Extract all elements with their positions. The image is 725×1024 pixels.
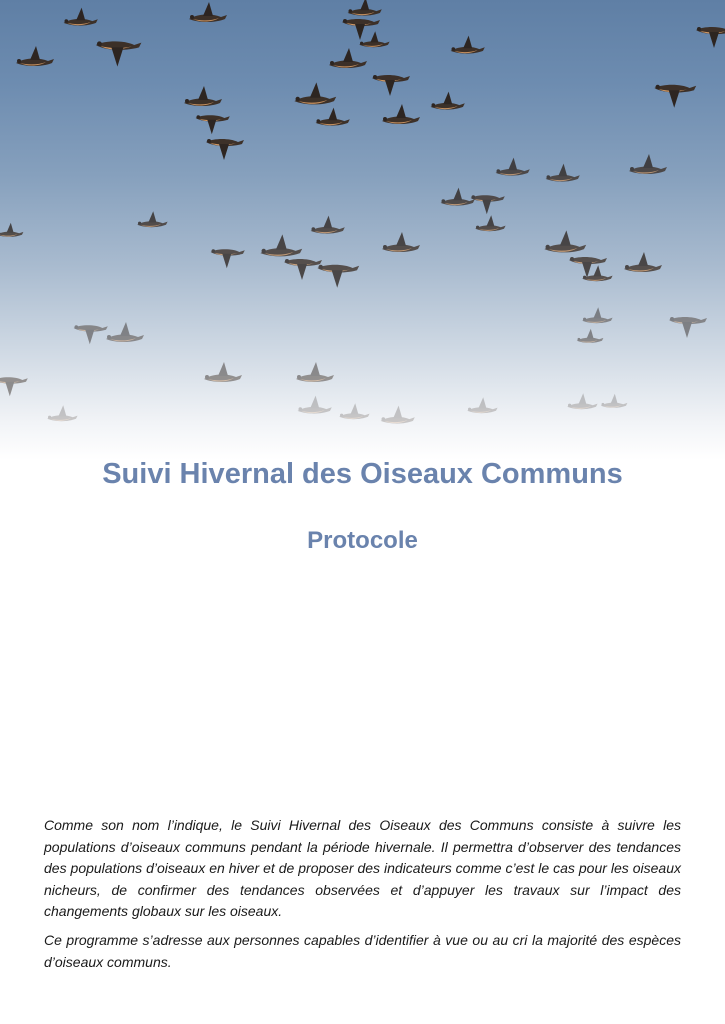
birds-far (0, 307, 707, 396)
intro-paragraph: Comme son nom l’indique, le Suivi Hivernal des Oiseaux des Communs consiste à suivre les populations d’oiseaux communs pendant la période hivernale. Il permettra d’observer des tendances des populations d’oiseaux en hiver et de proposer des indicateurs comme c’est le cas pour les oiseaux nicheurs, de confirmer des tendances observées et d’appuyer les travaux sur l’impact des changements globaux sur les oiseaux. (44, 817, 681, 919)
birds-mid (0, 154, 667, 288)
birds-faded (47, 393, 627, 423)
birds-near (16, 0, 725, 160)
cover-photo (0, 0, 725, 460)
document-subtitle: Protocole (307, 527, 418, 554)
document-title: Suivi Hivernal des Oiseaux Communs (102, 458, 623, 490)
bird-flock-illustration (0, 0, 725, 460)
audience-paragraph: Ce programme s’adresse aux personnes capables d’identifier à vue ou au cri la majorité des espèces d’oiseaux communs. (44, 932, 681, 970)
